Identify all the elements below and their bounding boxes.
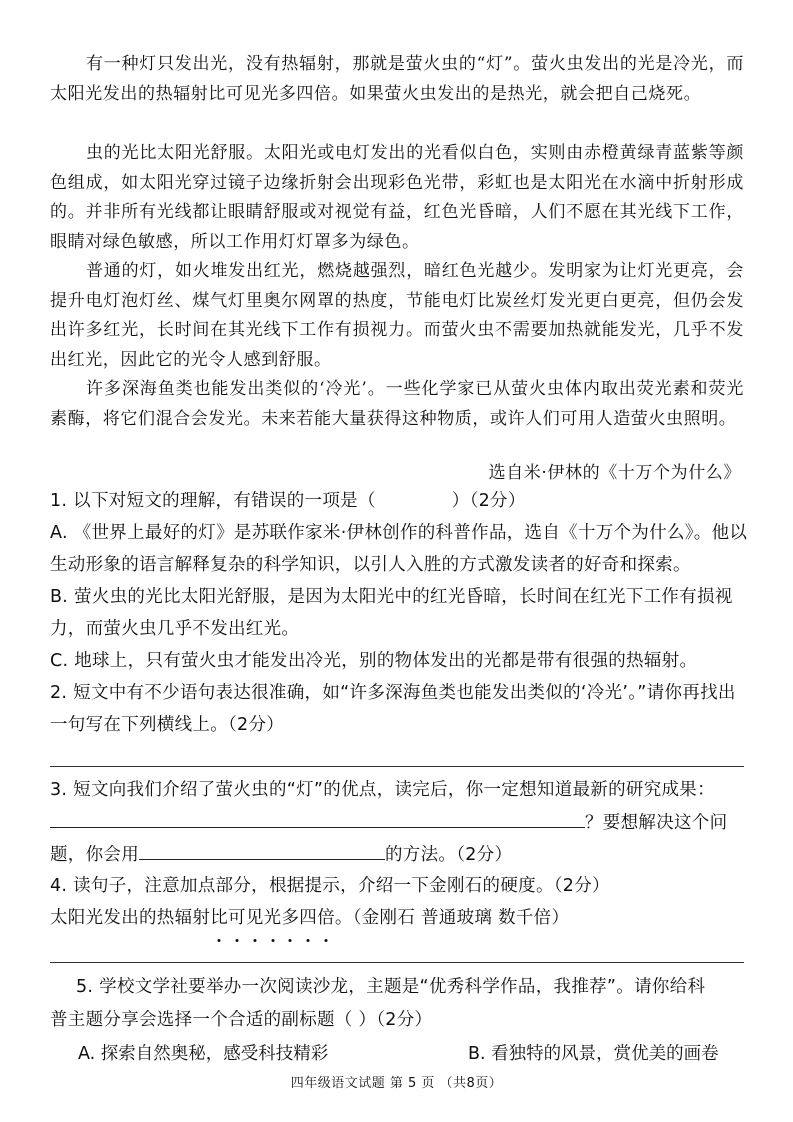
question-1-stem [50,486,750,518]
passage-paragraph-1: 有一种灯只发出光，没有热辐射，那就是萤火虫的“灯”。萤火虫发出的光是冷光，而太阳光发出的热辐射比可见光多四倍。如果萤火虫发出的是热光，就会把自己烧死。 [50,54,744,104]
passage-paragraph-3: 普通的灯，如火堆发出红光，燃烧越强烈，暗红色光越少。发明家为让灯光更亮，会提升电灯泡灯丝、煤气灯里奥尔网罩的热度，节能电灯比炭丝灯发光更白更亮，但仍会发出许多红光，长时间在其光线下工作有损视力。而萤火虫不需要加热就能发光，几乎不发出红光，因此它的光令人感到舒服。 [50,261,744,370]
question-2-answer-line[interactable] [50,766,744,767]
passage-source: 选自米·伊林的《十万个为什么》 [488,463,741,483]
question-3-line-1: 3. 短文向我们介绍了萤火虫的“灯”的优点，读完后，你一定想知道最新的研究成果： [50,780,715,800]
dotted-char: 可 [228,903,246,935]
question-4-stem: 4. 读句子，注意加点部分，根据提示，介绍一下金刚石的硬度。（2分） [50,876,610,896]
question-3-line-2 [50,807,750,840]
passage-paragraph-4: 许多深海鱼类也能发出类似的‘冷光’。一些化学家已从萤火虫体内取出荧光素和荧光素酶，将它们混合会发光。未来若能大量获得这种物质，或许人们可用人造萤火虫照明。 [50,379,744,429]
dotted-char: 四 [299,903,317,935]
question-3-line-3 [50,839,750,872]
question-1-option-c: C. 地球上，只有萤火虫才能发出冷光，别的物体发出的光都是带有很强的热辐射。 [50,651,698,671]
dotted-char: 多 [281,903,299,935]
question-3-line-2-text: ？要想解决这个问 [585,813,728,833]
question-5-option-b[interactable]: B. 看独特的风景，赏优美的画卷 [468,1044,719,1064]
question-1-stem-text: 1. 以下对短文的理解，有错误的一项是（ [50,491,376,511]
question-5-option-a[interactable]: A. 探索自然奥秘，感受科技精彩 [78,1044,329,1064]
question-5-line-2: 普主题分享会选择一个合适的副标题（ ）（2分） [50,1010,433,1030]
question-2-stem: 2. 短文中有不少语句表达很准确，如“许多深海鱼类也能发出类似的‘冷光’。”请你再找出一句写在下列横线上。（2分） [50,683,736,735]
dotted-char: 比 [210,903,228,935]
question-1-option-a: A. 《世界上最好的灯》是苏联作家米·伊林创作的科普作品，选自《十万个为什么》。他以生动形象的语言解释复杂的科学知识，以引人入胜的方式激发读者的好奇和探索。 [50,523,748,575]
question-4-answer-line[interactable] [50,962,744,963]
question-3-line-3-tail: 的方法。（2分） [385,845,513,865]
page-footer: 四年级语文试题 第 5 页 （共8页） [290,1076,503,1091]
question-1-score: ）（2分） [451,491,526,511]
question-3-line-3-head: 题，你会用 [50,845,139,865]
question-4-hint: 。（金刚石 普通玻璃 数千倍） [334,908,570,928]
question-3-blank-2[interactable] [139,839,385,860]
dotted-char: 见 [246,903,264,935]
question-3-blank-1[interactable] [50,807,585,828]
question-4-sentence [50,903,750,935]
question-5-line-1: 5. 学校文学社要举办一次阅读沙龙，主题是“优秀科学作品，我推荐”。请你给科 [76,977,706,997]
question-1-option-b: B. 萤火虫的光比太阳光舒服，是因为太阳光中的红光昏暗，长时间在红光下工作有损视力，而萤火虫几乎不发出红光。 [50,587,733,639]
dotted-char: 光 [264,903,282,935]
dotted-char: 倍 [317,903,335,935]
question-4-sentence-pre: 太阳光发出的热辐射 [50,908,211,928]
passage-paragraph-2: 虫的光比太阳光舒服。太阳光或电灯发出的光看似白色，实则由赤橙黄绿青蓝紫等颜色组成，如太阳光穿过镜子边缘折射会出现彩色光带，彩虹也是太阳光在水滴中折射形成的。并非所有光线都让眼睛舒服或对视觉有益，红色光昏暗，人们不愿在其光线下工作，眼睛对绿色敏感，所以工作用灯灯罩多为绿色。 [50,143,744,252]
